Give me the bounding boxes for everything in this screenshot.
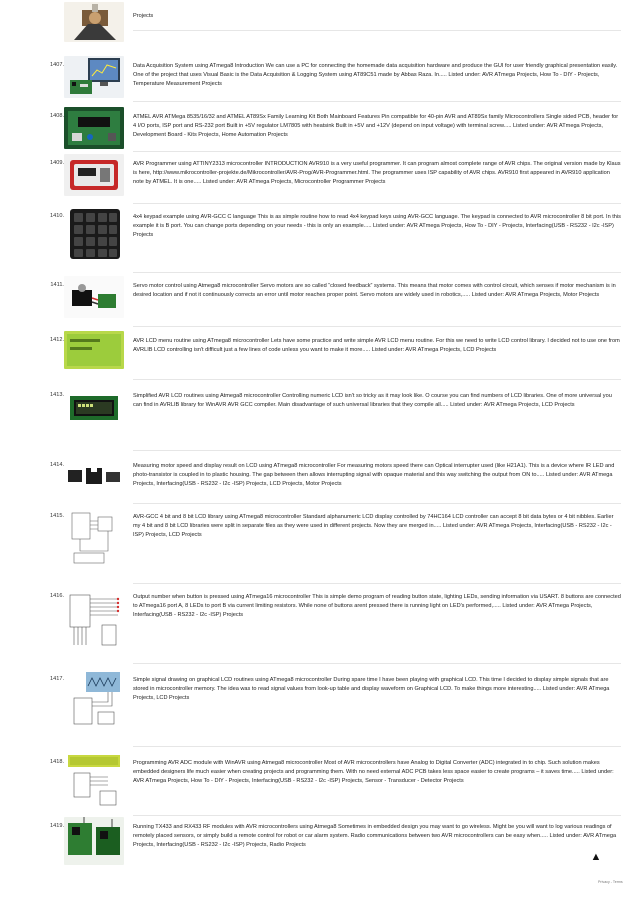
divider — [133, 101, 621, 102]
project-thumbnail-1407[interactable] — [64, 56, 124, 98]
item-number: 1409. — [50, 160, 64, 166]
item-number: 1416. — [50, 593, 64, 599]
divider — [133, 326, 621, 327]
item-number: 1413. — [50, 392, 64, 398]
divider — [133, 379, 621, 380]
project-thumbnail-1410[interactable] — [64, 207, 124, 261]
item-number: 1408. — [50, 113, 64, 119]
project-thumbnail-1419[interactable] — [64, 817, 124, 865]
project-description: Simplified AVR LCD routines using Atmega8 microcontroller Controlling numeric LCD isn't so tricky as it may look like. O course you can find numbers of LCD libraries. One of more universal you can find in AVRLIB library for WinAVR AVR GCC compiler. Main disadvantage of such universal libraries that they compile all..... Listed under: AVR ATmega Projects, LCD Projects — [133, 393, 612, 408]
project-thumbnail-1418[interactable] — [64, 753, 124, 811]
item-number: 1414. — [50, 462, 64, 468]
project-thumbnail-1406[interactable] — [64, 2, 124, 42]
project-description: Data Acquisition System using ATmega8 Introduction We can use a PC for connecting the homemade data acquisition hardware and produce the GUI for user friendly graphical presentation easily. One of the project that uses Visual Basic is the Data Acquisition & Logging System using AT89C51 made by Abbas Raza. In..... Listed under: AVR ATmega Projects, How To - DIY - Projects, Temperature Measurement Projects — [133, 63, 618, 87]
footer-links[interactable]: Privacy - Terms — [598, 880, 623, 884]
project-description: Measuring motor speed and display result on LCD using ATmega8 microcontroller For measuring motors speed there can Optical interrupter used (like H21A1). This is a device where IR LED and photo-transistor is coupled in to plastic housing. The gap between then allows interrupting signal with opaque material and this way switching the output from ON to..... Listed under: AVR ATmega Projects, Interfacing(USB - RS232 - I2c -ISP) Projects, LCD Projects, Motor Projects — [133, 463, 615, 487]
project-thumbnail-1413[interactable] — [64, 386, 124, 428]
divider — [133, 746, 621, 747]
divider — [133, 663, 621, 664]
project-description: Running TX433 and RX433 RF modules with AVR microcontrollers using Atmega8 Sometimes in embedded design you may want to go wireless. Might be you will want to log various readings of remotely placed sensors, or simply build a remote control for robot or car alarm system. Radio communications between two AVR microcontrollers can be easy when..... Listed under: AVR ATmega Projects, Interfacing(USB - RS232 - I2c -ISP) Projects, Radio Projects — [133, 824, 617, 848]
divider — [133, 203, 621, 204]
project-description: AVR-GCC 4 bit and 8 bit LCD library using ATmega8 microcontroller Standard alphanumeric LCD display controlled by 74HC164 LCD controller can accept 8 bit data bytes or 4 bit nibbles. Earlier my 4 bit and 8 bit LCD libraries were split in separate files as they were used in different projects. Now they are merged in..... Listed under: AVR ATmega Projects, Interfacing(USB - RS232 - I2c -ISP) Projects, LCD Projects — [133, 514, 614, 538]
item-number: 1415. — [50, 513, 64, 519]
divider — [133, 272, 621, 273]
project-thumbnail-1414[interactable] — [64, 456, 124, 498]
item-number: 1418. — [50, 759, 64, 765]
project-thumbnail-1417[interactable] — [64, 670, 124, 734]
project-description: ATMEL AVR ATMega 8535/16/32 and ATMEL AT89Sx Family Learning Kit Both Mainboard Features Pin compatible for 40-pin AVR and AT89Sx family Microcontrollers Single sided PCB, header for 4 I/O ports, ISP port and RS-232 port Built in +5V regulator LM7805 with heatsink Built in +5V and +12V (depend on input voltage) with terminal screw..... Listed under: AVR ATmega Projects, Development Board - Kits Projects, Home Automation Projects — [133, 114, 619, 138]
project-thumbnail-1412[interactable] — [64, 331, 124, 369]
item-number: 1411. — [50, 282, 64, 288]
project-thumbnail-1416[interactable] — [64, 587, 124, 653]
project-description: Simple signal drawing on graphical LCD routines using ATmega8 microcontroller During spare time I have been playing with graphical LCD. This time I decided to display simple signals that are stored in microcontroller memory. The idea was to read signal values from look-up table and display waveform on Graphical LCD. To make things more interesting..... Listed under: AVR ATmega Projects, LCD Projects — [133, 677, 610, 701]
project-description: Projects — [133, 13, 154, 19]
project-thumbnail-1411[interactable] — [64, 276, 124, 318]
project-description: Programming AVR ADC module with WinAVR using Atmega8 microcontroller Most of AVR microcontrollers have Analog to Digital Converter (ADC) integrated in to chip. Such solution makes embedded designers life much easier when creating projects and programming them. With no need external ADC PCB takes less space easier to create programs – it saves time..... Listed under: AVR ATmega Projects, How To - DIY - Projects, Interfacing(USB - RS232 - I2c -ISP) Projects, Sensor - Transducer - Detector Projects — [133, 760, 614, 784]
divider — [133, 583, 621, 584]
divider — [133, 450, 621, 451]
divider — [133, 815, 621, 816]
project-thumbnail-1415[interactable] — [64, 507, 124, 569]
item-number: 1419. — [50, 823, 64, 829]
scroll-to-top-icon[interactable]: ▲ — [590, 851, 602, 863]
project-description: Output number when button is pressed using ATmega16 microcontroller This is simple demo program of reading button state, lighting LEDs, sending information via USART. 8 buttons are connected to ATmega16 port A, 8 LEDs to port B via current limiting resistors. While none of buttons arent pressed there is running light on LED's performed,..... Listed under: AVR ATmega Projects, Interfacing(USB - RS232 - I2c -ISP) Projects — [133, 594, 621, 618]
item-number: 1417. — [50, 676, 64, 682]
project-thumbnail-1408[interactable] — [64, 107, 124, 149]
divider — [133, 151, 621, 152]
project-description: Servo motor control using Atmega8 microcontroller Servo motors are so called “closed feedback” systems. This means that motor comes with control circuit, which senses if motor mechanism is in desired location and if not it continuously corrects an error until motor reaches proper point. Servo motors are widely used in robotics,..... Listed under: AVR ATmega Projects, Motor Projects — [133, 283, 616, 298]
project-description: AVR LCD menu routine using ATmega8 microcontroller Lets have some practice and write simple AVR LCD menu routine. For this we need to write LCD control library. I decided not to use one from AVRLIB LCD controlling isn't difficult just a few lines of code unless you want to make it more..... Listed under: AVR ATmega Projects, LCD Projects — [133, 338, 620, 353]
item-number: 1407. — [50, 62, 64, 68]
item-number: 1410. — [50, 213, 64, 219]
divider — [133, 503, 621, 504]
item-number: 1412. — [50, 337, 64, 343]
project-description: AVR Programmer using ATTINY2313 microcontroller INTRODUCTION AVR910 is a very useful programmer. It can program almost complete range of AVR chips. The original version made by Klaus is here, http://www.mikrocontroller-projekte.de/Mikrocontroller/AVR-Prog/AVR-Programmer.html. The programmer uses ISP capability of AVR chips. AVR910 first appeared in AVR910 application note by ATMEL. It is one..... Listed under: AVR ATmega Projects, Microcontroller Programmer Projects — [133, 161, 621, 185]
project-description: 4x4 keypad example using AVR-GCC C language This is as simple routine how to read 4x4 keypad keys using AVR-GCC language. The keypad is connected to AVR microcontroller 8 bit port. In this example it is B port. You can change ports depending on your needs - this is only an example..... Listed under: AVR ATmega Projects, How To - DIY - Projects, Interfacing(USB - RS232 - I2c -ISP) Projects — [133, 214, 621, 238]
project-thumbnail-1409[interactable] — [64, 154, 124, 196]
divider — [133, 30, 621, 31]
